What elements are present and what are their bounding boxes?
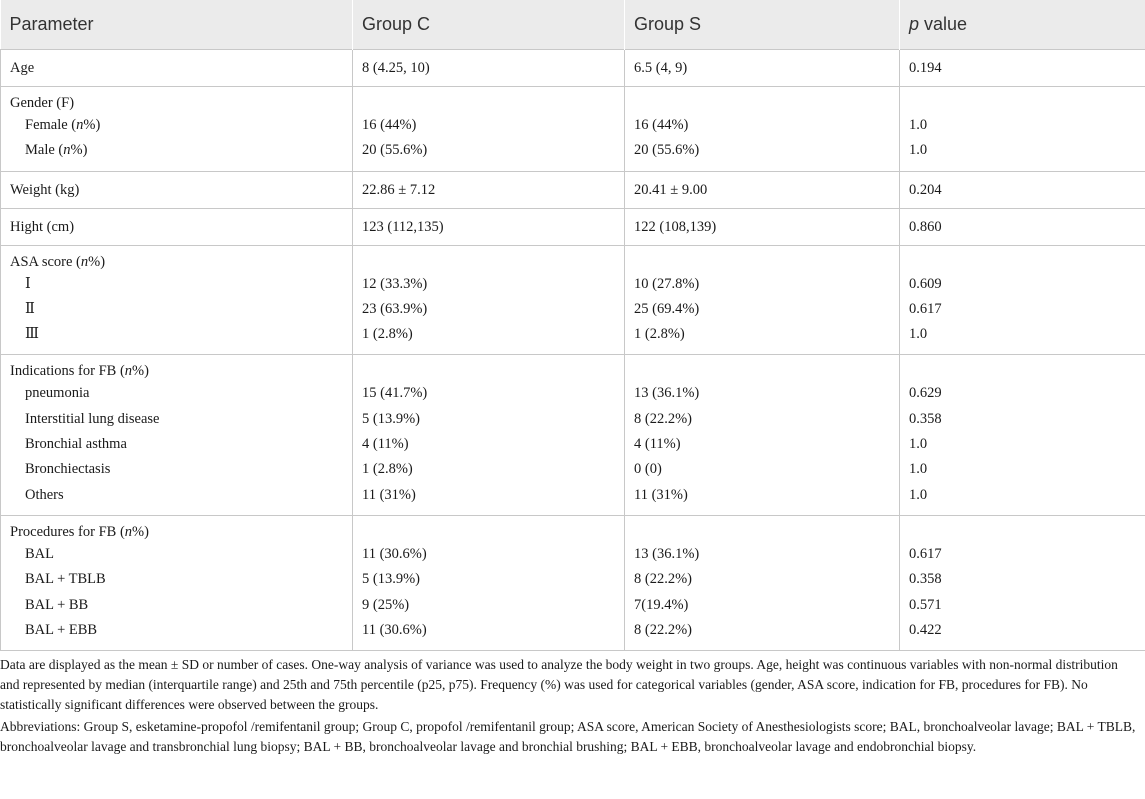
cell-group-s: 25 (69.4%) bbox=[625, 297, 900, 322]
cell-group-s: 13 (36.1%) bbox=[625, 542, 900, 567]
table-header bbox=[1, 0, 1145, 50]
cell-group-c: 5 (13.9%) bbox=[353, 567, 625, 592]
cell-label: Gender (F) bbox=[1, 87, 353, 114]
cell-group-s: 122 (108,139) bbox=[625, 208, 900, 245]
label-text: Male ( bbox=[25, 142, 64, 159]
header-group-s: Group S bbox=[625, 0, 900, 50]
footnote-data-description: Data are displayed as the mean ± SD or number of cases. One-way analysis of variance was used to analyze the body weight in two groups. Age, height was continuous variables with non-normal distribution and represented by median (interquartile range) and 25th and 75th percentile (p25, p75). Frequency (%) was used for categorical variables (gender, ASA score, indication for FB, procedures for FB). No statistically significant differences were observed between the groups. bbox=[0, 657, 1118, 713]
label-text: %) bbox=[83, 117, 101, 133]
label-italic: n bbox=[63, 142, 71, 159]
cell-p: 0.609 bbox=[900, 272, 1145, 297]
cell-label bbox=[1, 138, 353, 171]
cell-group-c: 15 (41.7%) bbox=[353, 381, 625, 406]
cell-p: 1.0 bbox=[900, 457, 1145, 482]
cell-p: 0.860 bbox=[900, 208, 1145, 245]
cell-group-s: 11 (31%) bbox=[625, 483, 900, 516]
cell-group-s: 8 (22.2%) bbox=[625, 407, 900, 432]
cell-label: Interstitial lung disease bbox=[1, 407, 353, 432]
cell-label: BAL bbox=[1, 542, 353, 567]
cell-group-s: 1 (2.8%) bbox=[625, 322, 900, 355]
cell-group-c: 22.86 ± 7.12 bbox=[353, 171, 625, 208]
cell-label: BAL + TBLB bbox=[1, 567, 353, 592]
cell-p: 1.0 bbox=[900, 113, 1145, 138]
cell-label: Bronchial asthma bbox=[1, 432, 353, 457]
cell-empty bbox=[625, 515, 900, 542]
cell-group-s: 8 (22.2%) bbox=[625, 567, 900, 592]
cell-empty bbox=[353, 355, 625, 382]
cell-group-c: 11 (30.6%) bbox=[353, 542, 625, 567]
cell-p: 0.629 bbox=[900, 381, 1145, 406]
header-row bbox=[1, 0, 1145, 50]
cell-p: 1.0 bbox=[900, 432, 1145, 457]
table-row-height bbox=[1, 208, 1145, 245]
cell-empty bbox=[900, 245, 1145, 272]
cell-group-s: 8 (22.2%) bbox=[625, 618, 900, 651]
cell-group-c: 4 (11%) bbox=[353, 432, 625, 457]
cell-p: 0.422 bbox=[900, 618, 1145, 651]
table-row-female bbox=[1, 113, 1145, 138]
table-row-procedures-heading bbox=[1, 515, 1145, 542]
table-row-procedure-bal bbox=[1, 542, 1145, 567]
label-text: %) bbox=[88, 253, 106, 270]
cell-label: BAL + EBB bbox=[1, 618, 353, 651]
header-group-c: Group C bbox=[353, 0, 625, 50]
cell-group-s: 20.41 ± 9.00 bbox=[625, 171, 900, 208]
label-text: Female ( bbox=[25, 117, 77, 133]
label-italic: n bbox=[80, 253, 89, 270]
cell-group-c: 123 (112,135) bbox=[353, 208, 625, 245]
cell-label: Ⅲ bbox=[1, 322, 353, 355]
cell-label: Ⅱ bbox=[1, 297, 353, 322]
cell-group-s: 10 (27.8%) bbox=[625, 272, 900, 297]
cell-p: 0.204 bbox=[900, 171, 1145, 208]
cell-group-s: 0 (0) bbox=[625, 457, 900, 482]
cell-group-s: 4 (11%) bbox=[625, 432, 900, 457]
cell-empty bbox=[900, 87, 1145, 114]
table-row-procedure-bal-bb bbox=[1, 593, 1145, 618]
table-row-asa-1 bbox=[1, 272, 1145, 297]
cell-group-s: 16 (44%) bbox=[625, 113, 900, 138]
cell-empty bbox=[900, 515, 1145, 542]
cell-p: 0.358 bbox=[900, 407, 1145, 432]
footnote-abbreviations: Abbreviations: Group S, esketamine-propofol /remifentanil group; Group C, propofol /remifentanil group; ASA score, American Society of Anesthesiologists score; BAL, bronchoalveolar lavage; BAL + TBLB, bronchoalveolar lavage and transbronchial lung biopsy; BAL + BB, bronchoalveolar lavage and bronchial brushing; BAL + EBB, bronchoalveolar lavage and endobronchial biopsy. bbox=[0, 719, 1136, 755]
cell-empty bbox=[625, 245, 900, 272]
cell-p: 0.617 bbox=[900, 542, 1145, 567]
table-footnotes bbox=[0, 651, 1140, 757]
table-row-gender-heading bbox=[1, 87, 1145, 114]
header-p-italic: p bbox=[909, 14, 920, 34]
cell-p: 1.0 bbox=[900, 322, 1145, 355]
cell-label bbox=[1, 245, 353, 272]
cell-empty bbox=[353, 245, 625, 272]
table-row-indication-ild bbox=[1, 407, 1145, 432]
table-row-male bbox=[1, 138, 1145, 171]
cell-empty bbox=[625, 355, 900, 382]
cell-group-s: 20 (55.6%) bbox=[625, 138, 900, 171]
label-text: %) bbox=[132, 523, 149, 540]
cell-empty bbox=[625, 87, 900, 114]
header-p-value bbox=[900, 0, 1145, 50]
label-italic: n bbox=[124, 523, 133, 540]
cell-group-c: 5 (13.9%) bbox=[353, 407, 625, 432]
cell-label bbox=[1, 113, 353, 138]
cell-label: Age bbox=[1, 50, 353, 87]
cell-p: 1.0 bbox=[900, 483, 1145, 516]
table-row-asa-3 bbox=[1, 322, 1145, 355]
table-body bbox=[1, 50, 1145, 651]
cell-group-c: 11 (30.6%) bbox=[353, 618, 625, 651]
cell-empty bbox=[900, 355, 1145, 382]
cell-empty bbox=[353, 87, 625, 114]
cell-group-s: 13 (36.1%) bbox=[625, 381, 900, 406]
label-text: %) bbox=[132, 363, 149, 380]
table-row-indications-heading bbox=[1, 355, 1145, 382]
table-row-procedure-bal-ebb bbox=[1, 618, 1145, 651]
label-italic: n bbox=[76, 117, 84, 133]
cell-group-c: 8 (4.25, 10) bbox=[353, 50, 625, 87]
cell-label: Others bbox=[1, 483, 353, 516]
label-italic: n bbox=[124, 363, 133, 380]
table-row-asa-heading bbox=[1, 245, 1145, 272]
cell-group-c: 1 (2.8%) bbox=[353, 322, 625, 355]
cell-label: Hight (cm) bbox=[1, 208, 353, 245]
cell-group-c: 1 (2.8%) bbox=[353, 457, 625, 482]
label-text: ASA score ( bbox=[10, 253, 81, 270]
label-text: Indications for FB ( bbox=[10, 363, 125, 380]
header-parameter: Parameter bbox=[1, 0, 353, 50]
cell-label bbox=[1, 355, 353, 382]
table-row-indication-pneumonia bbox=[1, 381, 1145, 406]
cell-group-c: 12 (33.3%) bbox=[353, 272, 625, 297]
cell-group-c: 20 (55.6%) bbox=[353, 138, 625, 171]
cell-p: 0.617 bbox=[900, 297, 1145, 322]
cell-label: pneumonia bbox=[1, 381, 353, 406]
cell-group-c: 23 (63.9%) bbox=[353, 297, 625, 322]
cell-p: 0.571 bbox=[900, 593, 1145, 618]
label-text: %) bbox=[70, 142, 88, 159]
header-p-rest: value bbox=[919, 14, 968, 34]
label-text: Procedures for FB ( bbox=[10, 523, 125, 540]
cell-p: 1.0 bbox=[900, 138, 1145, 171]
cell-label: Ⅰ bbox=[1, 272, 353, 297]
table-row-procedure-bal-tblb bbox=[1, 567, 1145, 592]
cell-label: BAL + BB bbox=[1, 593, 353, 618]
table-row-indication-bronchiectasis bbox=[1, 457, 1145, 482]
cell-label: Bronchiectasis bbox=[1, 457, 353, 482]
cell-group-c: 16 (44%) bbox=[353, 113, 625, 138]
cell-p: 0.194 bbox=[900, 50, 1145, 87]
table-row-age bbox=[1, 50, 1145, 87]
table-row-indication-others bbox=[1, 483, 1145, 516]
cell-label: Weight (kg) bbox=[1, 171, 353, 208]
cell-p: 0.358 bbox=[900, 567, 1145, 592]
table-row-indication-asthma bbox=[1, 432, 1145, 457]
cell-group-s: 7(19.4%) bbox=[625, 593, 900, 618]
table-row-asa-2 bbox=[1, 297, 1145, 322]
cell-group-c: 9 (25%) bbox=[353, 593, 625, 618]
table-row-weight bbox=[1, 171, 1145, 208]
cell-group-c: 11 (31%) bbox=[353, 483, 625, 516]
cell-group-s: 6.5 (4, 9) bbox=[625, 50, 900, 87]
cell-empty bbox=[353, 515, 625, 542]
cell-label bbox=[1, 515, 353, 542]
